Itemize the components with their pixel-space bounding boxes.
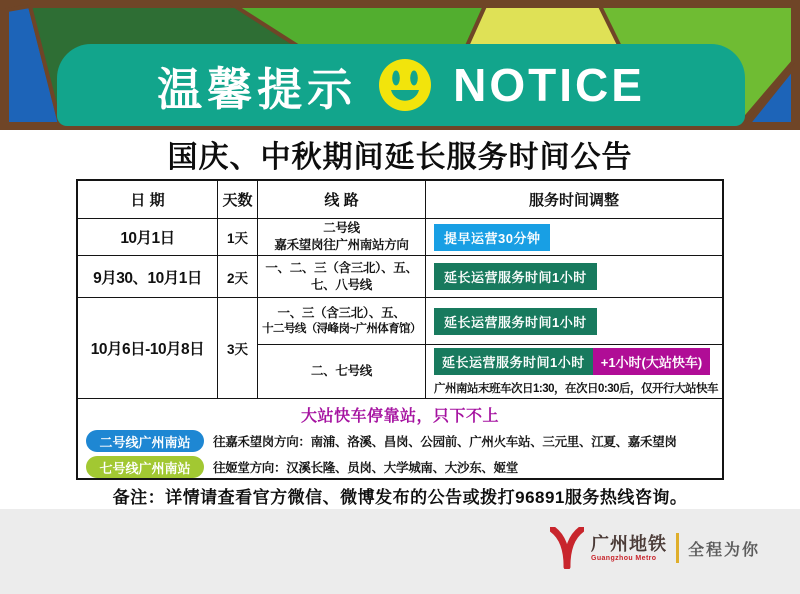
gzmetro-logo-icon: [550, 527, 584, 569]
row1-service: [426, 219, 722, 256]
express-extra-hour-badge: +1小时(大站快车): [593, 348, 710, 375]
row3b-line: 二、七号线: [310, 364, 372, 379]
footnote: 备注：详情请查看官方微信、微博发布的公告或拨打96891服务热线咨询。: [112, 488, 688, 507]
line7-station-pill: 七号线广州南站: [86, 456, 204, 478]
logo-divider: [676, 533, 679, 563]
footer-band: [0, 509, 800, 594]
banner-title-zh: 温馨提示: [157, 63, 358, 115]
extended-service-badge: 延长运营服务时间1小时: [434, 348, 593, 375]
col-header-adjustment: 服务时间调整: [426, 181, 722, 219]
metro-slogan: 全程为你: [687, 541, 760, 559]
row1-date: 10月1日: [78, 219, 218, 256]
extended-service-badge: 延长运营服务时间1小时: [434, 263, 597, 290]
express-row-line2: [86, 430, 714, 452]
row3b-service: [426, 345, 722, 399]
col-header-date: 日 期: [78, 181, 218, 219]
banner-title-en: NOTICE: [453, 59, 645, 111]
last-train-detail: 广州南站末班车次日1:30，在次日0:30后，仅开行大站快车: [434, 382, 719, 395]
row2-service: [426, 256, 722, 298]
row2-date: 9月30、10月1日: [78, 256, 218, 298]
early-operation-badge: 提早运营30分钟: [434, 224, 550, 251]
express-row-line7: [86, 456, 714, 478]
row2-line1: 一、二、三（含三北）、五、: [265, 260, 418, 275]
row3a-lines: [258, 298, 426, 345]
row3a-line2: 十二号线（浔峰岗~广州体育馆）: [262, 322, 421, 335]
row3b-lines: [258, 345, 426, 399]
line7-stops-text: 往姬堂方向：汉溪长隆、员岗、大学城南、大沙东、姬堂: [213, 461, 519, 475]
row1-line2: 嘉禾望岗往广州南站方向: [274, 238, 409, 252]
service-schedule-table: [76, 179, 724, 480]
row3a-line1: 一、三（含三北）、五、: [277, 305, 406, 320]
gzmetro-logo: [550, 527, 760, 569]
notice-banner: [57, 44, 745, 126]
row1-line1: 二号线: [323, 221, 360, 236]
col-header-days: 天数: [218, 181, 258, 219]
extended-plus-express-badge: [434, 348, 710, 375]
gzmetro-name-en: Guangzhou Metro: [590, 554, 657, 562]
row2-line2: 七、八号线: [310, 277, 372, 292]
line2-stops-text: 往嘉禾望岗方向：南浦、洛溪、昌岗、公园前、广州火车站、三元里、江夏、嘉禾望岗: [213, 435, 677, 449]
gzmetro-logo-text: [591, 535, 667, 562]
gzmetro-name-zh: 广州地铁: [590, 533, 667, 554]
row3a-service: [426, 298, 722, 345]
row2-lines: [258, 256, 426, 298]
col-header-lines: 线 路: [258, 181, 426, 219]
row2-days: 2天: [218, 256, 258, 298]
row3-days: 3天: [218, 298, 258, 399]
express-stops-title: 大站快车停靠站，只下不上: [300, 408, 499, 425]
row1-lines: [258, 219, 426, 256]
smiley-icon: [377, 57, 433, 113]
line2-station-pill: 二号线广州南站: [86, 430, 204, 452]
extended-service-badge: 延长运营服务时间1小时: [434, 308, 597, 335]
page-title: 国庆、中秋期间延长服务时间公告: [167, 141, 633, 174]
express-stops-section: [78, 399, 722, 478]
banner-band: [0, 0, 800, 130]
row1-days: 1天: [218, 219, 258, 256]
row3-date: 10月6日-10月8日: [78, 298, 218, 399]
